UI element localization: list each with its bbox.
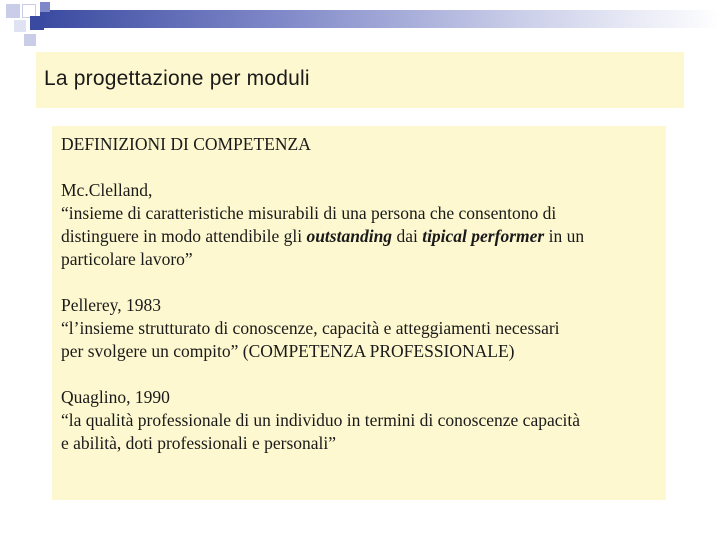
definition-quaglino xyxy=(61,386,661,455)
header-gradient-bar xyxy=(40,10,720,28)
text-run: distinguere in modo attendibile gli xyxy=(61,226,307,246)
corner-square xyxy=(14,20,26,32)
corner-decoration xyxy=(0,0,60,60)
author: Mc.Clelland, xyxy=(61,180,153,200)
corner-square xyxy=(6,4,20,18)
text-run: dai xyxy=(392,226,423,246)
definition-line: “insieme di caratteristiche misurabili di una persona che consentono di xyxy=(61,203,557,223)
content-box xyxy=(52,126,666,500)
definition-mcclelland xyxy=(61,179,661,271)
definition-line: per svolgere un compito” (COMPETENZA PROFESSIONALE) xyxy=(61,341,515,361)
author: Pellerey, 1983 xyxy=(61,295,161,315)
author: Quaglino, 1990 xyxy=(61,387,170,407)
slide-title: La progettazione per moduli xyxy=(44,67,310,90)
definition-line: “la qualità professionale di un individuo in termini di conoscenze capacità xyxy=(61,410,580,430)
corner-square xyxy=(40,2,50,12)
definition-line: “l’insieme strutturato di conoscenze, capacità e atteggiamenti necessari xyxy=(61,318,560,338)
emphasis-tipical-performer: tipical performer xyxy=(422,226,545,246)
definition-line: e abilità, doti professionali e personali” xyxy=(61,433,337,453)
definition-line xyxy=(61,225,661,248)
text-run: in un xyxy=(544,226,585,246)
definition-pellerey xyxy=(61,294,661,363)
section-heading xyxy=(61,133,661,156)
corner-square xyxy=(30,16,44,30)
slide-content xyxy=(61,133,661,455)
definition-line: particolare lavoro” xyxy=(61,249,193,269)
heading-text: DEFINIZIONI DI COMPETENZA xyxy=(61,134,311,154)
title-box xyxy=(36,52,684,108)
corner-square xyxy=(24,34,36,46)
emphasis-outstanding: outstanding xyxy=(306,226,393,246)
